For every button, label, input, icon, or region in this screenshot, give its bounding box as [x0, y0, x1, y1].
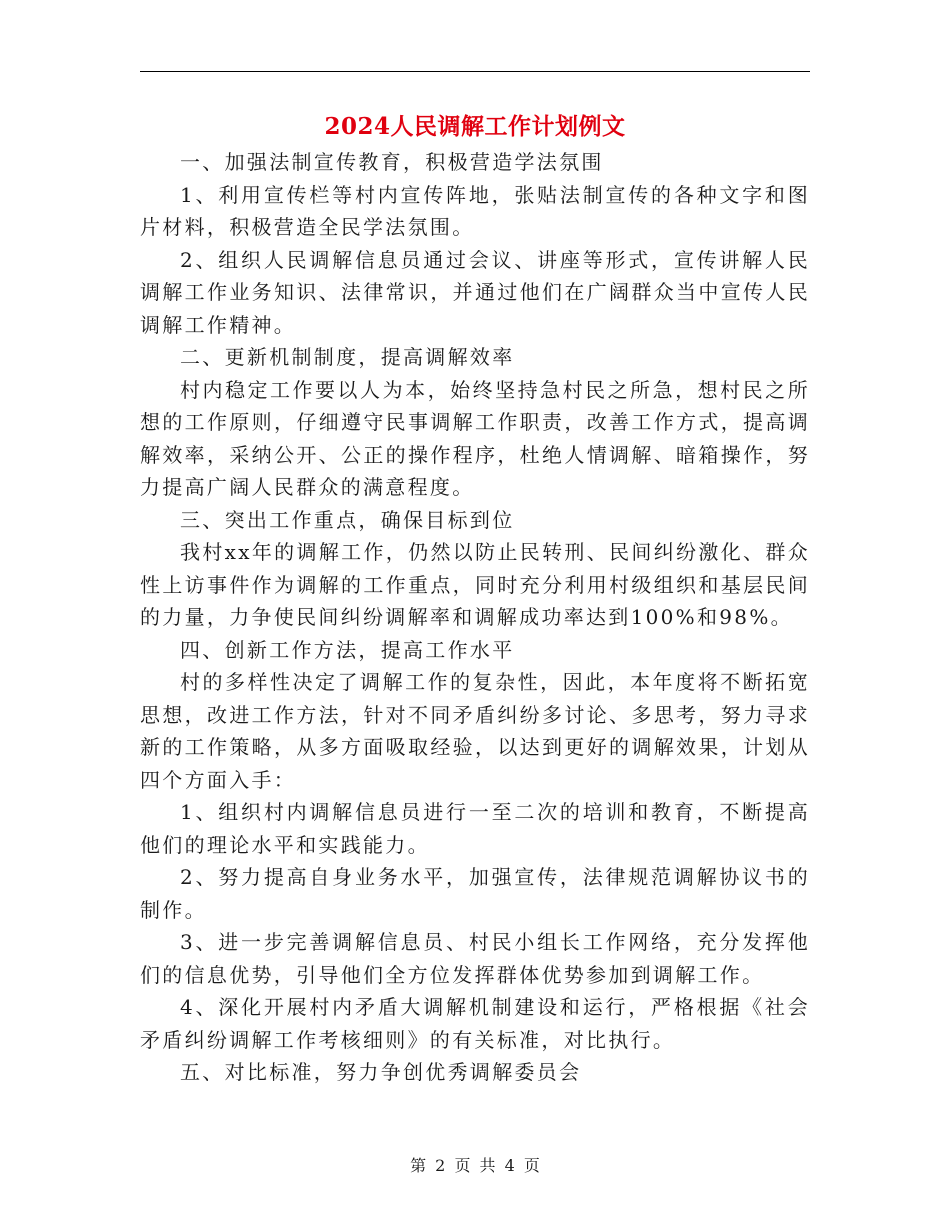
section-heading-4: 四、创新工作方法，提高工作水平: [180, 637, 515, 662]
paragraph: 3、进一步完善调解信息员、村民小组长工作网络，充分发挥他们的信息优势，引导他们全方位发挥群体优势参加到调解工作。: [140, 930, 810, 987]
paragraph: 1、利用宣传栏等村内宣传阵地，张贴法制宣传的各种文字和图片材料，积极营造全民学法氛围。: [140, 182, 810, 239]
paragraph: 2、努力提高自身业务水平，加强宣传，法律规范调解协议书的制作。: [140, 865, 810, 922]
document-title: 2024人民调解工作计划例文: [324, 113, 626, 140]
section-heading-5: 五、对比标准，努力争创优秀调解委员会: [180, 1060, 582, 1084]
document-body: [140, 146, 810, 1089]
paragraph: 1、组织村内调解信息员进行一至二次的培训和教育，不断提高他们的理论水平和实践能力。: [140, 800, 810, 857]
section-heading-2: 二、更新机制制度，提高调解效率: [180, 345, 515, 369]
paragraph: 我村xx年的调解工作，仍然以防止民转刑、民间纠纷激化、群众性上访事件作为调解的工作重点，同时充分利用村级组织和基层民间的力量，力争使民间纠纷调解率和调解成功率达到100%和98%。: [140, 540, 810, 629]
header-rule: [140, 71, 810, 72]
section-heading-3: 三、突出工作重点，确保目标到位: [180, 507, 515, 532]
paragraph: 村的多样性决定了调解工作的复杂性，因此，本年度将不断拓宽思想，改进工作方法，针对不同矛盾纠纷多讨论、多思考，努力寻求新的工作策略，从多方面吸取经验，以达到更好的调解效果，计划从四个方面入手：: [140, 670, 810, 792]
page-footer: 第 2 页 共 4 页: [410, 1156, 540, 1175]
section-heading-1: 一、加强法制宣传教育，积极营造学法氛围: [180, 150, 604, 174]
paragraph: 2、组织人民调解信息员通过会议、讲座等形式，宣传讲解人民调解工作业务知识、法律常识，并通过他们在广阔群众当中宣传人民调解工作精神。: [140, 247, 810, 337]
paragraph: 4、深化开展村内矛盾大调解机制建设和运行，严格根据《社会矛盾纠纷调解工作考核细则》的有关标准，对比执行。: [140, 995, 810, 1052]
paragraph: 村内稳定工作要以人为本，始终坚持急村民之所急，想村民之所想的工作原则，仔细遵守民事调解工作职责，改善工作方式，提高调解效率，采纳公开、公正的操作程序，杜绝人情调解、暗箱操作，努力提高广阔人民群众的满意程度。: [140, 377, 810, 499]
